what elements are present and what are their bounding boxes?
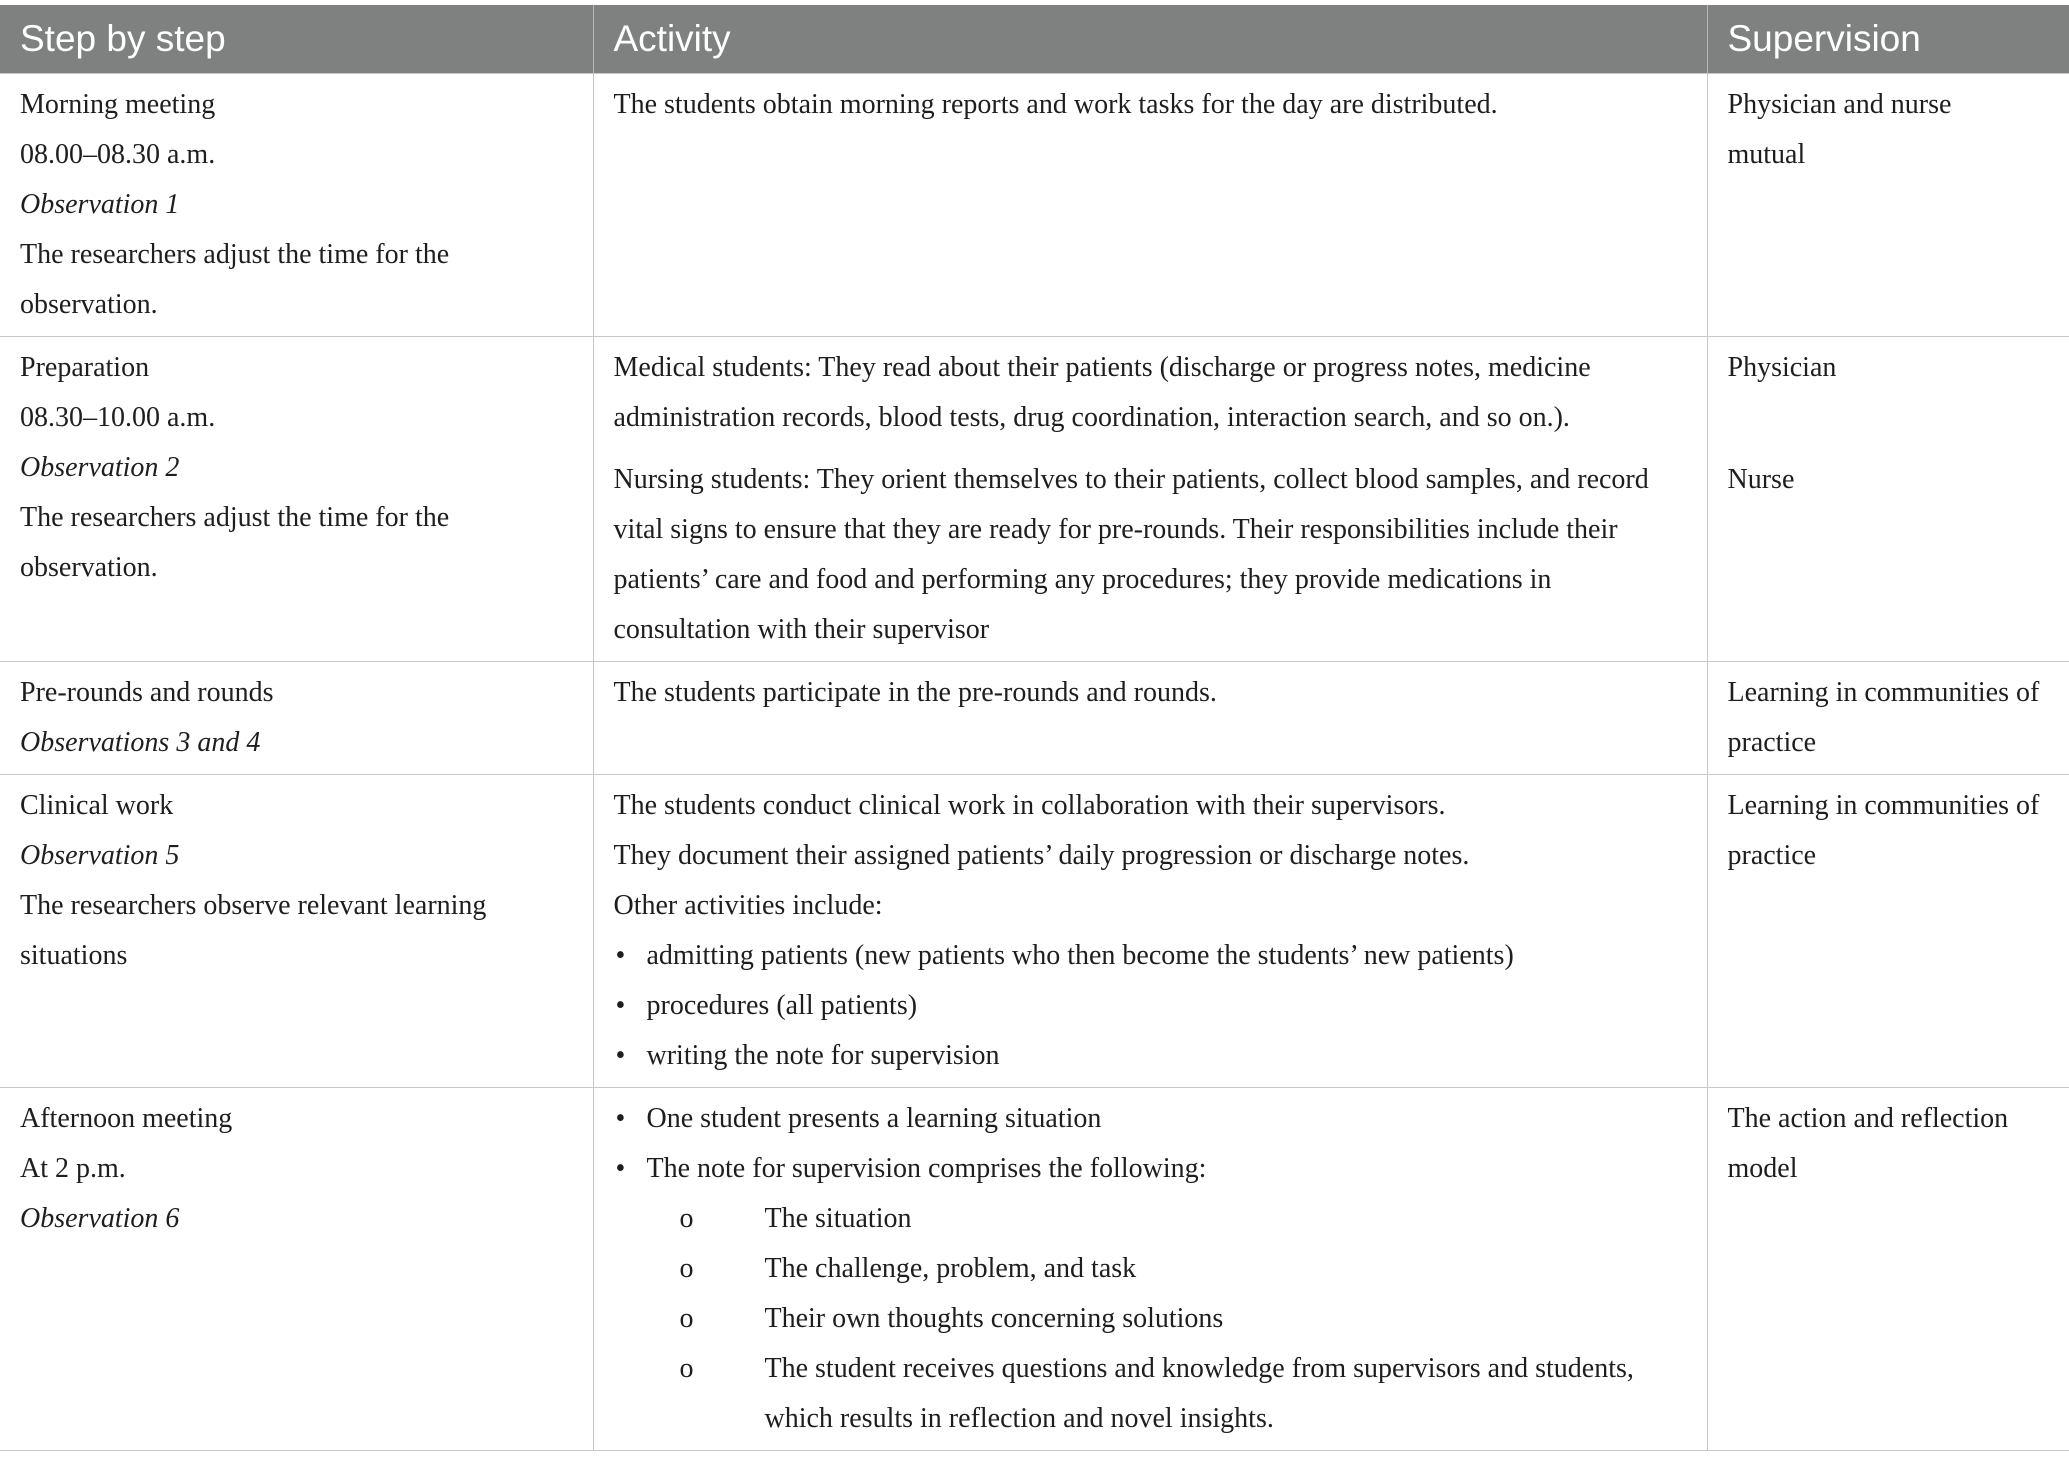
sub-list-text: The challenge, problem, and task <box>764 1253 1137 1284</box>
activity-text: The students obtain morning reports and work tasks for the day are distributed. <box>613 89 1498 120</box>
activity-text: The students participate in the pre-rounds and rounds. <box>613 677 1217 708</box>
supervision-cell <box>1707 775 2069 1088</box>
table-row <box>0 662 2069 775</box>
header-supervision: Supervision <box>1707 5 2069 74</box>
step-cell <box>0 74 593 337</box>
step-cell <box>0 1088 593 1451</box>
list-item: • admitting patients (new patients who then become the students’ new patients) <box>614 931 1687 981</box>
step-observation: Observation 1 <box>20 189 180 220</box>
schedule-table <box>0 5 2069 1451</box>
step-title: Pre-rounds and rounds <box>20 677 274 708</box>
list-item: • The note for supervision comprises the following: <box>614 1144 1687 1194</box>
supervision-cell <box>1707 662 2069 775</box>
header-activity: Activity <box>593 5 1707 74</box>
step-title: Afternoon meeting <box>20 1103 233 1134</box>
supervision-text: Learning in communities of practice <box>1727 790 2040 871</box>
step-time: 08.00–08.30 a.m. <box>20 139 216 170</box>
activity-cell <box>593 775 1707 1088</box>
sub-list-text: The student receives questions and knowledge from supervisors and students, which results in reflection and novel insights. <box>764 1353 1634 1434</box>
activity-text: Medical students: They read about their patients (discharge or progress notes, medicine administration records, blood tests, drug coordination, interaction search, and so on.). <box>613 352 1591 433</box>
step-cell <box>0 337 593 662</box>
supervision-cell <box>1707 1088 2069 1451</box>
activity-cell <box>593 1088 1707 1451</box>
supervision-text: Nurse <box>1727 464 1795 495</box>
sub-list-text: The situation <box>764 1203 912 1234</box>
supervision-text: The action and reflection model <box>1727 1103 2009 1184</box>
activity-text: Other activities include: <box>613 890 883 921</box>
table-row <box>0 74 2069 337</box>
activity-text: They document their assigned patients’ daily progression or discharge notes. <box>613 840 1470 871</box>
step-note: The researchers adjust the time for the observation. <box>20 239 450 320</box>
step-time: At 2 p.m. <box>20 1153 126 1184</box>
step-note: The researchers observe relevant learning situations <box>20 890 487 971</box>
activity-text: The students conduct clinical work in collaboration with their supervisors. <box>613 790 1446 821</box>
step-title: Morning meeting <box>20 89 216 120</box>
header-row <box>0 5 2069 74</box>
activity-text: Nursing students: They orient themselves to their patients, collect blood samples, and record vital signs to ensure that they are ready for pre-rounds. Their responsibilities include their patients’ care and food and performing any procedures; they provide medications in consultation with their supervisor <box>613 464 1649 645</box>
list-item: • One student presents a learning situation <box>614 1094 1687 1144</box>
sub-list-marker: o <box>679 1303 694 1334</box>
supervision-text: Physician <box>1727 352 1837 383</box>
list-item: • writing the note for supervision <box>614 1031 1687 1081</box>
step-observation: Observation 2 <box>20 452 180 483</box>
sub-list-marker: o <box>679 1203 694 1234</box>
activity-cell <box>593 337 1707 662</box>
step-title: Preparation <box>20 352 150 383</box>
sub-list-item <box>614 1294 1687 1344</box>
table-row <box>0 1088 2069 1451</box>
sub-list-item <box>614 1344 1687 1444</box>
table-row <box>0 775 2069 1088</box>
sub-list-item <box>614 1244 1687 1294</box>
step-observation: Observation 5 <box>20 840 180 871</box>
activity-cell <box>593 662 1707 775</box>
sub-list-marker: o <box>679 1353 694 1384</box>
step-cell <box>0 775 593 1088</box>
supervision-cell <box>1707 337 2069 662</box>
step-observation: Observations 3 and 4 <box>20 727 261 758</box>
sub-list-item <box>614 1194 1687 1244</box>
step-note: The researchers adjust the time for the observation. <box>20 502 450 583</box>
step-title: Clinical work <box>20 790 174 821</box>
supervision-cell <box>1707 74 2069 337</box>
supervision-text: Learning in communities of practice <box>1727 677 2040 758</box>
step-observation: Observation 6 <box>20 1203 180 1234</box>
step-time: 08.30–10.00 a.m. <box>20 402 216 433</box>
header-step-by-step: Step by step <box>0 5 593 74</box>
sub-list-text: Their own thoughts concerning solutions <box>764 1303 1224 1334</box>
supervision-text: Physician and nurse mutual <box>1727 89 1952 170</box>
sub-list-marker: o <box>679 1253 694 1284</box>
table-row <box>0 337 2069 662</box>
activity-cell <box>593 74 1707 337</box>
list-item: • procedures (all patients) <box>614 981 1687 1031</box>
step-cell <box>0 662 593 775</box>
